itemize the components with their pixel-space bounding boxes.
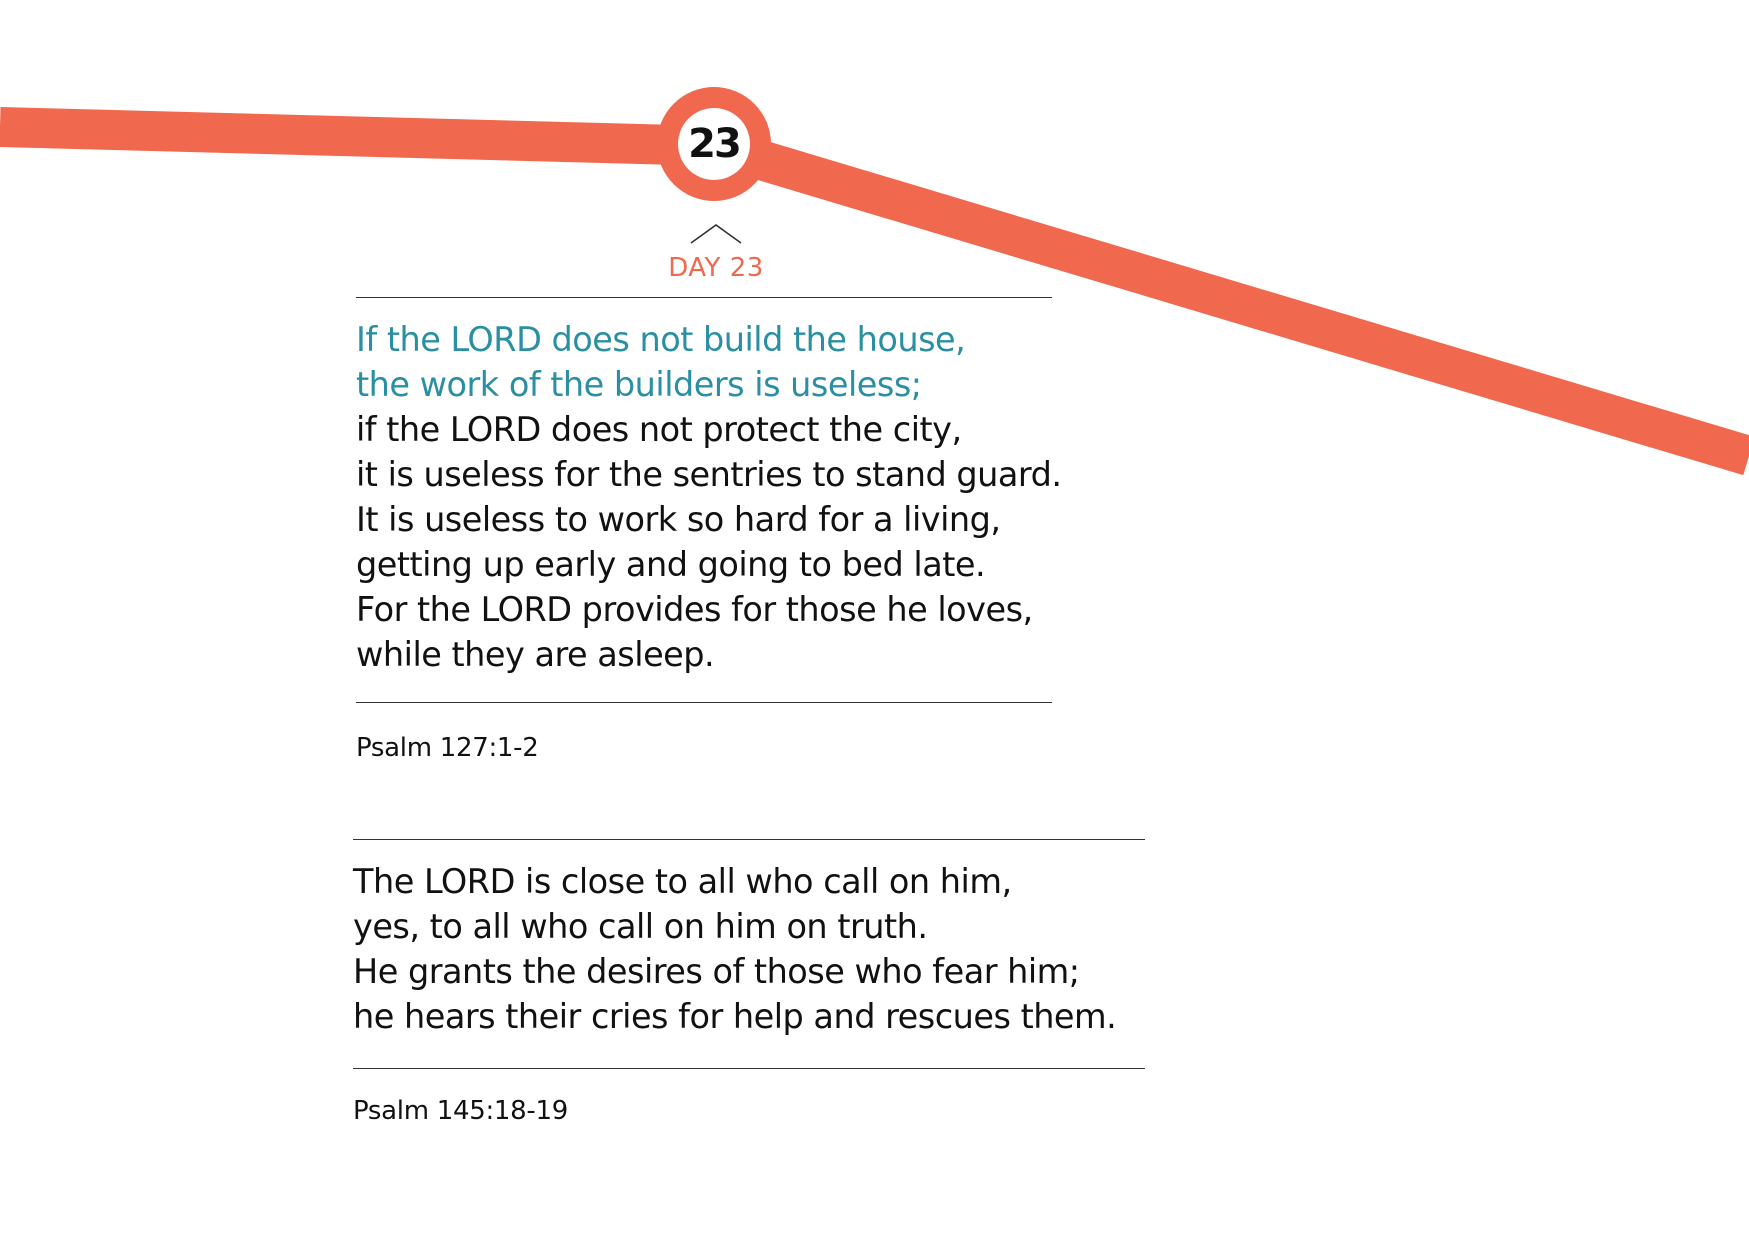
verse-line: He grants the desires of those who fear him; [353, 952, 1080, 991]
verse-line: while they are asleep. [356, 635, 715, 674]
verse-line: If the LORD does not build the house, [356, 320, 966, 359]
divider [356, 702, 1052, 703]
divider [353, 1068, 1145, 1069]
day-label: DAY 23 [668, 253, 764, 283]
verse-line: the work of the builders is useless; [356, 365, 922, 404]
verse-line: getting up early and going to bed late. [356, 545, 986, 584]
caret-up-icon [690, 223, 742, 245]
verse-line: if the LORD does not protect the city, [356, 410, 962, 449]
verse-passage-1 [356, 317, 1062, 677]
verse-line: It is useless to work so hard for a living, [356, 500, 1001, 539]
verse-line: he hears their cries for help and rescues them. [353, 997, 1117, 1036]
divider [356, 297, 1052, 298]
verse-line: For the LORD provides for those he loves, [356, 590, 1033, 629]
verse-reference-2: Psalm 145:18-19 [353, 1096, 568, 1126]
verse-reference-1: Psalm 127:1-2 [356, 733, 539, 763]
verse-passage-2 [353, 859, 1116, 1039]
verse-line: it is useless for the sentries to stand guard. [356, 455, 1062, 494]
verse-line: yes, to all who call on him on truth. [353, 907, 928, 946]
divider [353, 839, 1145, 840]
day-number: 23 [688, 121, 740, 167]
verse-line: The LORD is close to all who call on him, [353, 862, 1012, 901]
